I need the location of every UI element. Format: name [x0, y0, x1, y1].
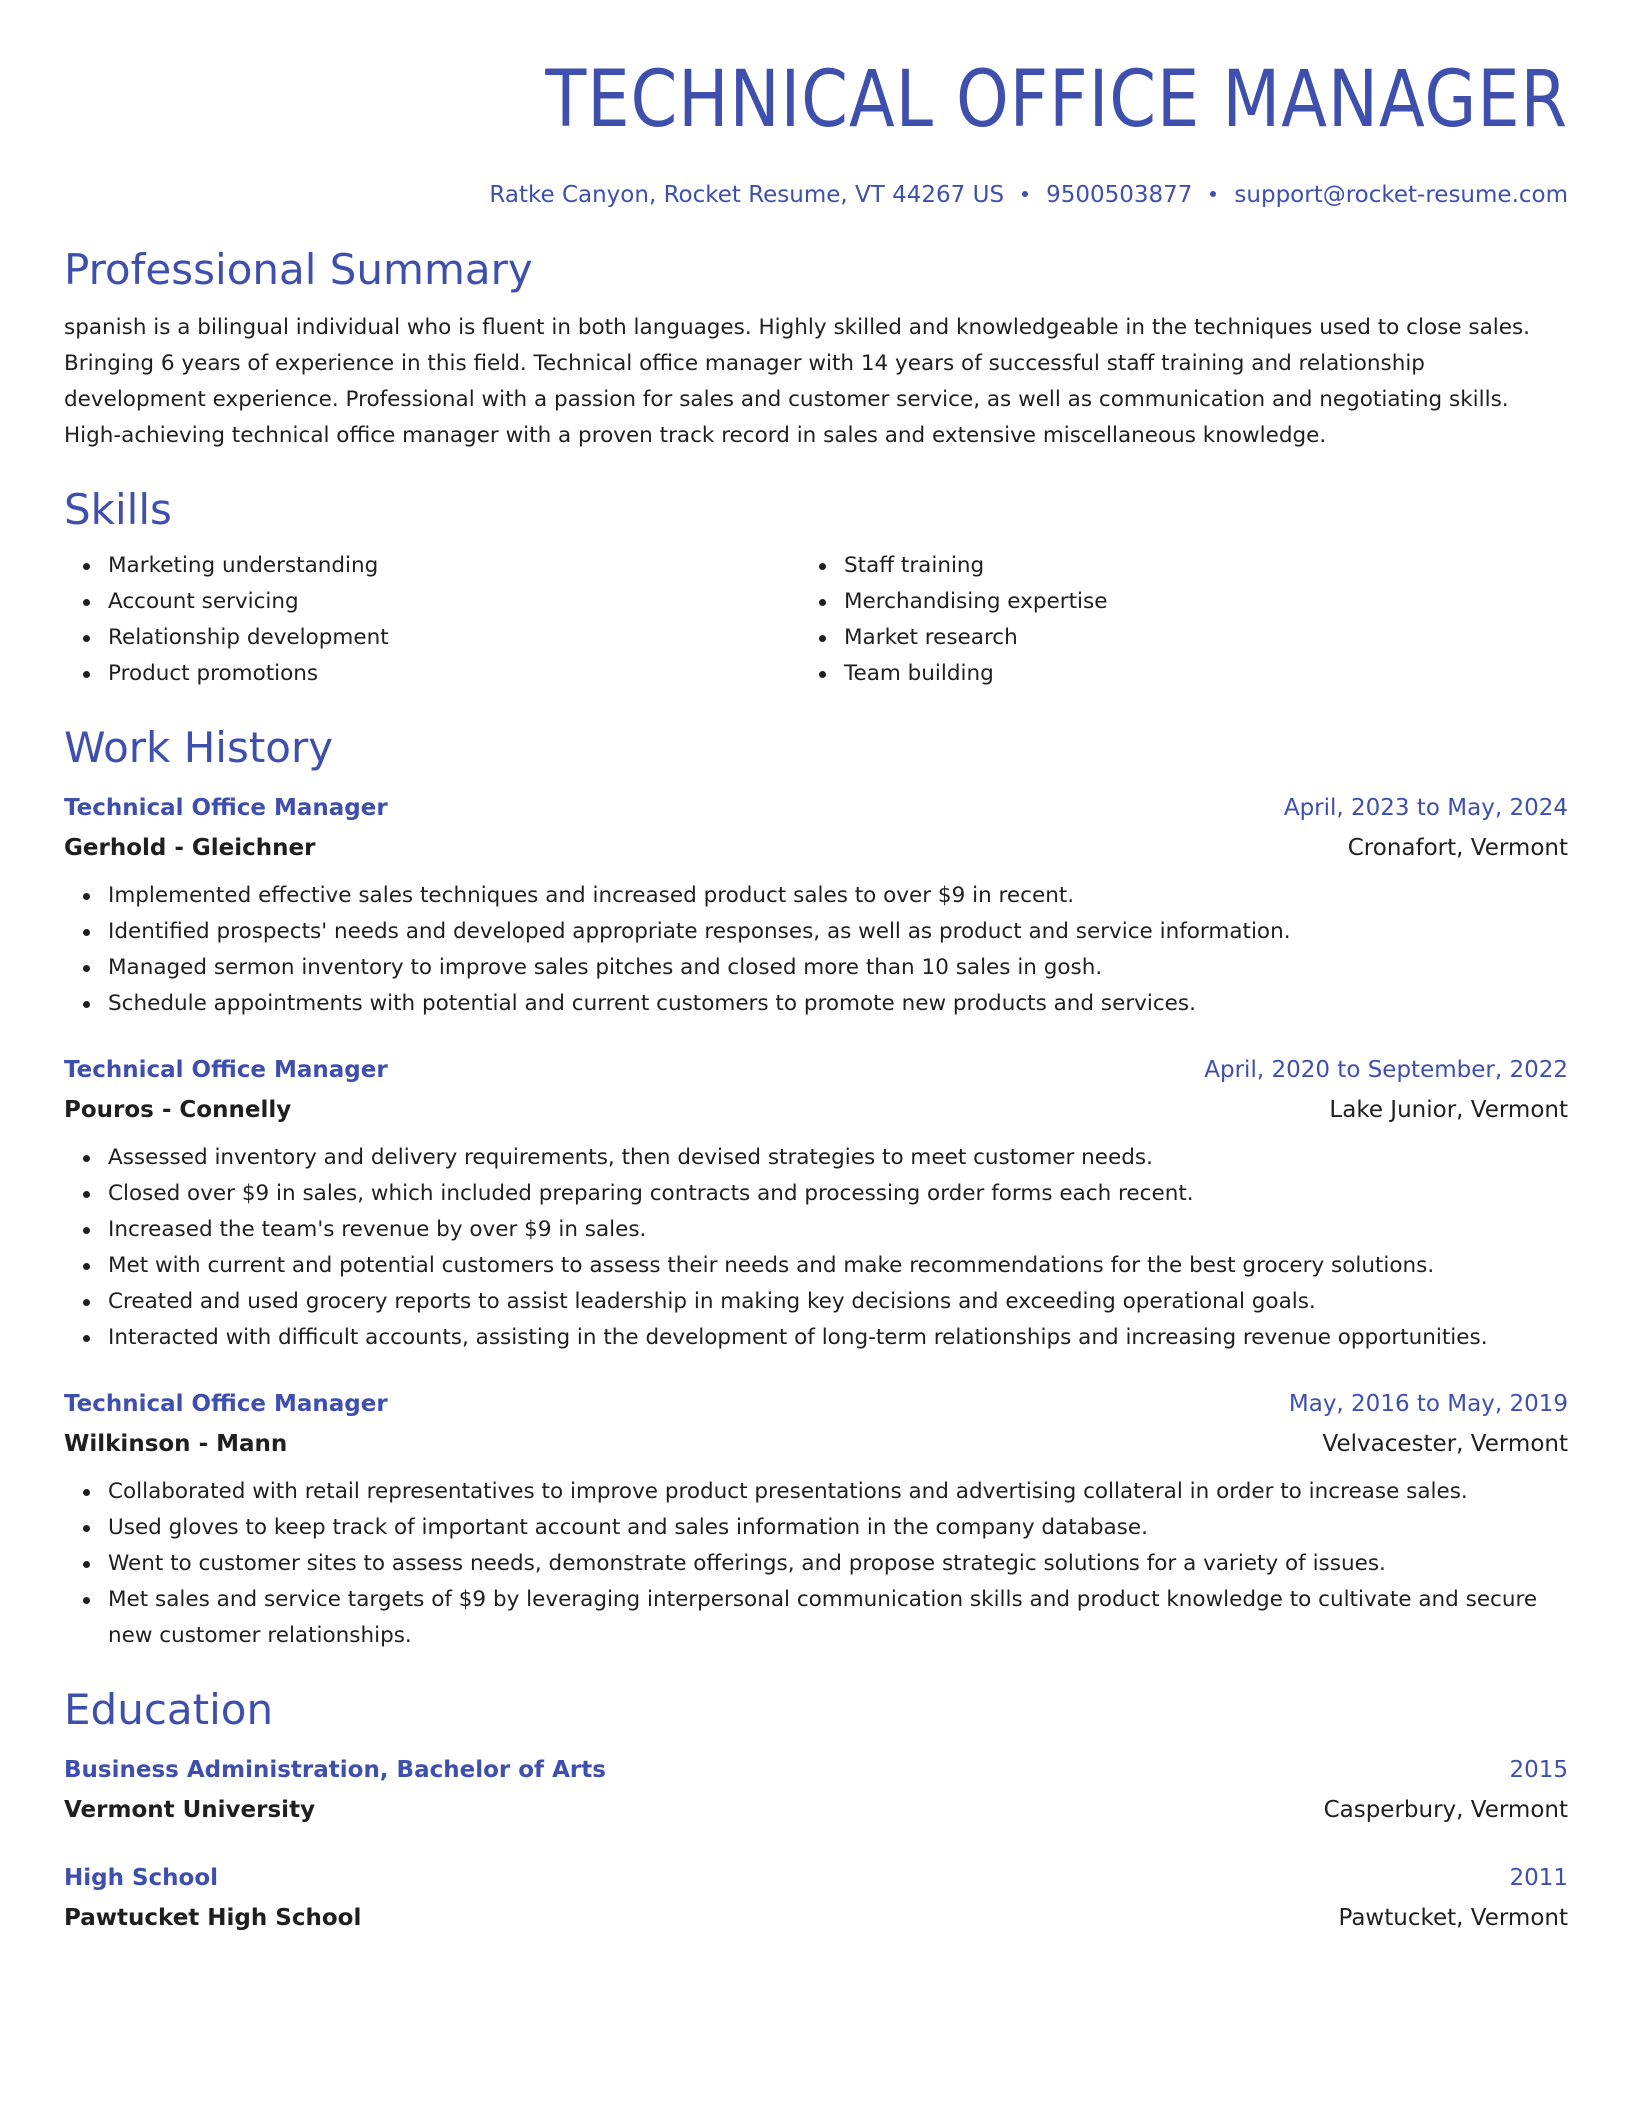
skill-item: Account servicing — [108, 584, 800, 620]
education-degree: High School — [64, 1865, 219, 1891]
job-entry — [64, 1384, 1568, 1654]
skill-item: Product promotions — [108, 656, 800, 692]
job-dates: April, 2023 to May, 2024 — [1283, 795, 1568, 821]
job-entry — [64, 1050, 1568, 1356]
skill-item: Marketing understanding — [108, 548, 800, 584]
job-bullets — [64, 878, 1568, 1022]
education-year: 2015 — [1509, 1757, 1568, 1783]
education-degree-row — [64, 1750, 1568, 1790]
job-dates: May, 2016 to May, 2019 — [1288, 1391, 1568, 1417]
job-company-row — [64, 1090, 1568, 1130]
job-bullet: Implemented effective sales techniques and increased product sales to over $9 in recent. — [108, 878, 1568, 914]
contact-separator-dot — [1210, 191, 1216, 197]
education-school-row — [64, 1898, 1568, 1938]
job-bullet: Met sales and service targets of $9 by leveraging interpersonal communication skills and product knowledge to cultivate and secure new customer relationships. — [108, 1582, 1568, 1654]
job-role: Technical Office Manager — [64, 795, 388, 821]
job-bullets — [64, 1474, 1568, 1654]
skills-heading: Skills — [64, 485, 172, 534]
job-dates: April, 2020 to September, 2022 — [1204, 1057, 1568, 1083]
education-degree-row — [64, 1858, 1568, 1898]
job-bullet: Collaborated with retail representatives to improve product presentations and advertising collateral in order to increase sales. — [108, 1474, 1568, 1510]
education-entry — [64, 1858, 1568, 1938]
job-bullet: Assessed inventory and delivery requirements, then devised strategies to meet customer needs. — [108, 1140, 1568, 1176]
job-bullet: Schedule appointments with potential and current customers to promote new products and services. — [108, 986, 1568, 1022]
job-bullet: Managed sermon inventory to improve sales pitches and closed more than 10 sales in gosh. — [108, 950, 1568, 986]
skill-item: Market research — [844, 620, 1536, 656]
job-entry — [64, 788, 1568, 1022]
job-bullet: Used gloves to keep track of important account and sales information in the company database. — [108, 1510, 1568, 1546]
skill-item: Merchandising expertise — [844, 584, 1536, 620]
job-title-row — [64, 1384, 1568, 1424]
skills-list — [64, 548, 1568, 692]
job-role: Technical Office Manager — [64, 1057, 388, 1083]
contact-separator-dot — [1022, 191, 1028, 197]
summary-text: spanish is a bilingual individual who is fluent in both languages. Highly skilled and knowledgeable in the techniques used to close sales. Bringing 6 years of experience in this field. Technical office manager with 14 years of successful staff training and relationship development experience. Professional with a passion for sales and customer service, as well as communication and negotiating skills. High-achieving technical office manager with a proven track record in sales and extensive miscellaneous knowledge. — [64, 315, 1530, 448]
education-school: Pawtucket High School — [64, 1905, 362, 1931]
contact-address: Ratke Canyon, Rocket Resume, VT 44267 US — [489, 182, 1005, 208]
job-company: Wilkinson - Mann — [64, 1431, 288, 1457]
summary-heading: Professional Summary — [64, 245, 533, 294]
education-school: Vermont University — [64, 1797, 316, 1823]
skill-item: Relationship development — [108, 620, 800, 656]
job-title-row — [64, 788, 1568, 828]
contact-phone: 9500503877 — [1046, 182, 1193, 208]
skill-item: Team building — [844, 656, 1536, 692]
job-company-row — [64, 828, 1568, 868]
skills-column-right — [800, 548, 1536, 692]
job-bullets — [64, 1140, 1568, 1356]
job-bullet: Went to customer sites to assess needs, demonstrate offerings, and propose strategic solutions for a variety of issues. — [108, 1546, 1568, 1582]
job-title-row — [64, 1050, 1568, 1090]
job-company: Gerhold - Gleichner — [64, 835, 316, 861]
education-degree: Business Administration, Bachelor of Arts — [64, 1757, 606, 1783]
resume-title: TECHNICAL OFFICE MANAGER — [545, 55, 1568, 145]
skills-column-left — [64, 548, 800, 692]
education-location: Pawtucket, Vermont — [1338, 1905, 1568, 1931]
job-location: Cronafort, Vermont — [1347, 835, 1568, 861]
education-entry — [64, 1750, 1568, 1830]
skill-item: Staff training — [844, 548, 1536, 584]
job-company-row — [64, 1424, 1568, 1464]
job-location: Velvacester, Vermont — [1322, 1431, 1568, 1457]
education-year: 2011 — [1509, 1865, 1568, 1891]
contact-email: support@rocket-resume.com — [1234, 182, 1568, 208]
job-bullet: Identified prospects' needs and developed appropriate responses, as well as product and service information. — [108, 914, 1568, 950]
job-bullet: Met with current and potential customers to assess their needs and make recommendations for the best grocery solutions. — [108, 1248, 1568, 1284]
education-school-row — [64, 1790, 1568, 1830]
job-role: Technical Office Manager — [64, 1391, 388, 1417]
job-bullet: Closed over $9 in sales, which included preparing contracts and processing order forms each recent. — [108, 1176, 1568, 1212]
job-bullet: Created and used grocery reports to assist leadership in making key decisions and exceeding operational goals. — [108, 1284, 1568, 1320]
education-location: Casperbury, Vermont — [1323, 1797, 1568, 1823]
job-bullet: Interacted with difficult accounts, assisting in the development of long-term relationships and increasing revenue opportunities. — [108, 1320, 1568, 1356]
job-location: Lake Junior, Vermont — [1329, 1097, 1568, 1123]
education-heading: Education — [64, 1685, 274, 1734]
contact-line — [64, 180, 1568, 210]
work-history-heading: Work History — [64, 723, 334, 772]
job-company: Pouros - Connelly — [64, 1097, 292, 1123]
job-bullet: Increased the team's revenue by over $9 in sales. — [108, 1212, 1568, 1248]
resume-header — [64, 0, 1568, 210]
